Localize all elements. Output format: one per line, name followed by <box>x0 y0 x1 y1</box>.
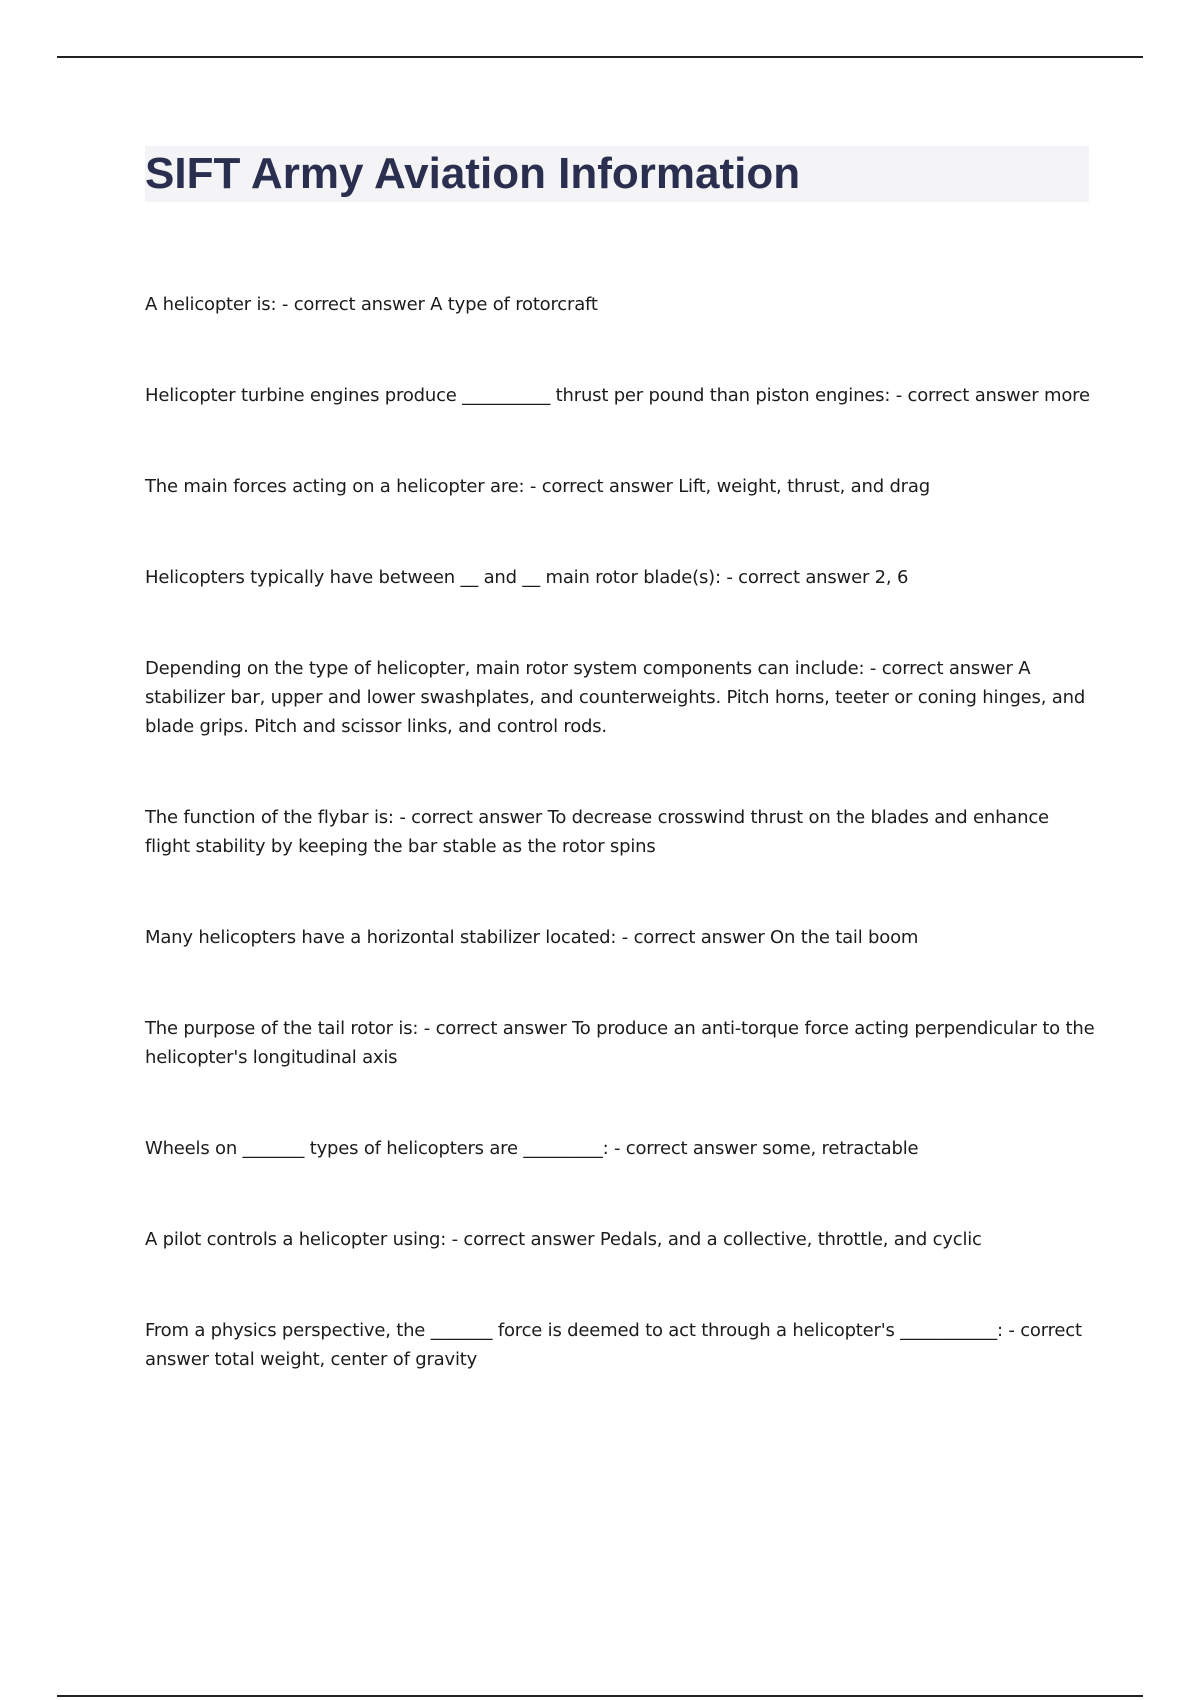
qa-item: Many helicopters have a horizontal stabilizer located: - correct answer On the tail boom <box>145 927 919 948</box>
qa-item: Helicopter turbine engines produce __________ thrust per pound than piston engines: - correct answer more <box>145 385 1090 406</box>
qa-item: From a physics perspective, the _______ force is deemed to act through a helicopter's ___________: - correct answer total weight, center of gravity <box>145 1320 1082 1370</box>
page-title: SIFT Army Aviation Information <box>145 149 801 198</box>
qa-item: The purpose of the tail rotor is: - correct answer To produce an anti-torque force acting perpendicular to the helicopter's longitudinal axis <box>145 1018 1095 1068</box>
qa-item: A helicopter is: - correct answer A type of rotorcraft <box>145 294 598 315</box>
top-rule <box>57 56 1143 58</box>
qa-item: Helicopters typically have between __ and __ main rotor blade(s): - correct answer 2, 6 <box>145 567 909 588</box>
qa-item: Depending on the type of helicopter, main rotor system components can include: - correct answer A stabilizer bar, upper and lower swashplates, and counterweights. Pitch horns, teeter or coning hinges, and blade grips. Pitch and scissor links, and control rods. <box>145 658 1086 737</box>
qa-item: Wheels on _______ types of helicopters are _________: - correct answer some, retractable <box>145 1138 919 1159</box>
bottom-rule <box>57 1695 1143 1697</box>
qa-item: A pilot controls a helicopter using: - correct answer Pedals, and a collective, throttle, and cyclic <box>145 1229 982 1250</box>
qa-item: The function of the flybar is: - correct answer To decrease crosswind thrust on the blades and enhance flight stability by keeping the bar stable as the rotor spins <box>145 807 1049 857</box>
qa-item: The main forces acting on a helicopter are: - correct answer Lift, weight, thrust, and drag <box>145 476 930 497</box>
qa-list <box>145 290 1095 1436</box>
